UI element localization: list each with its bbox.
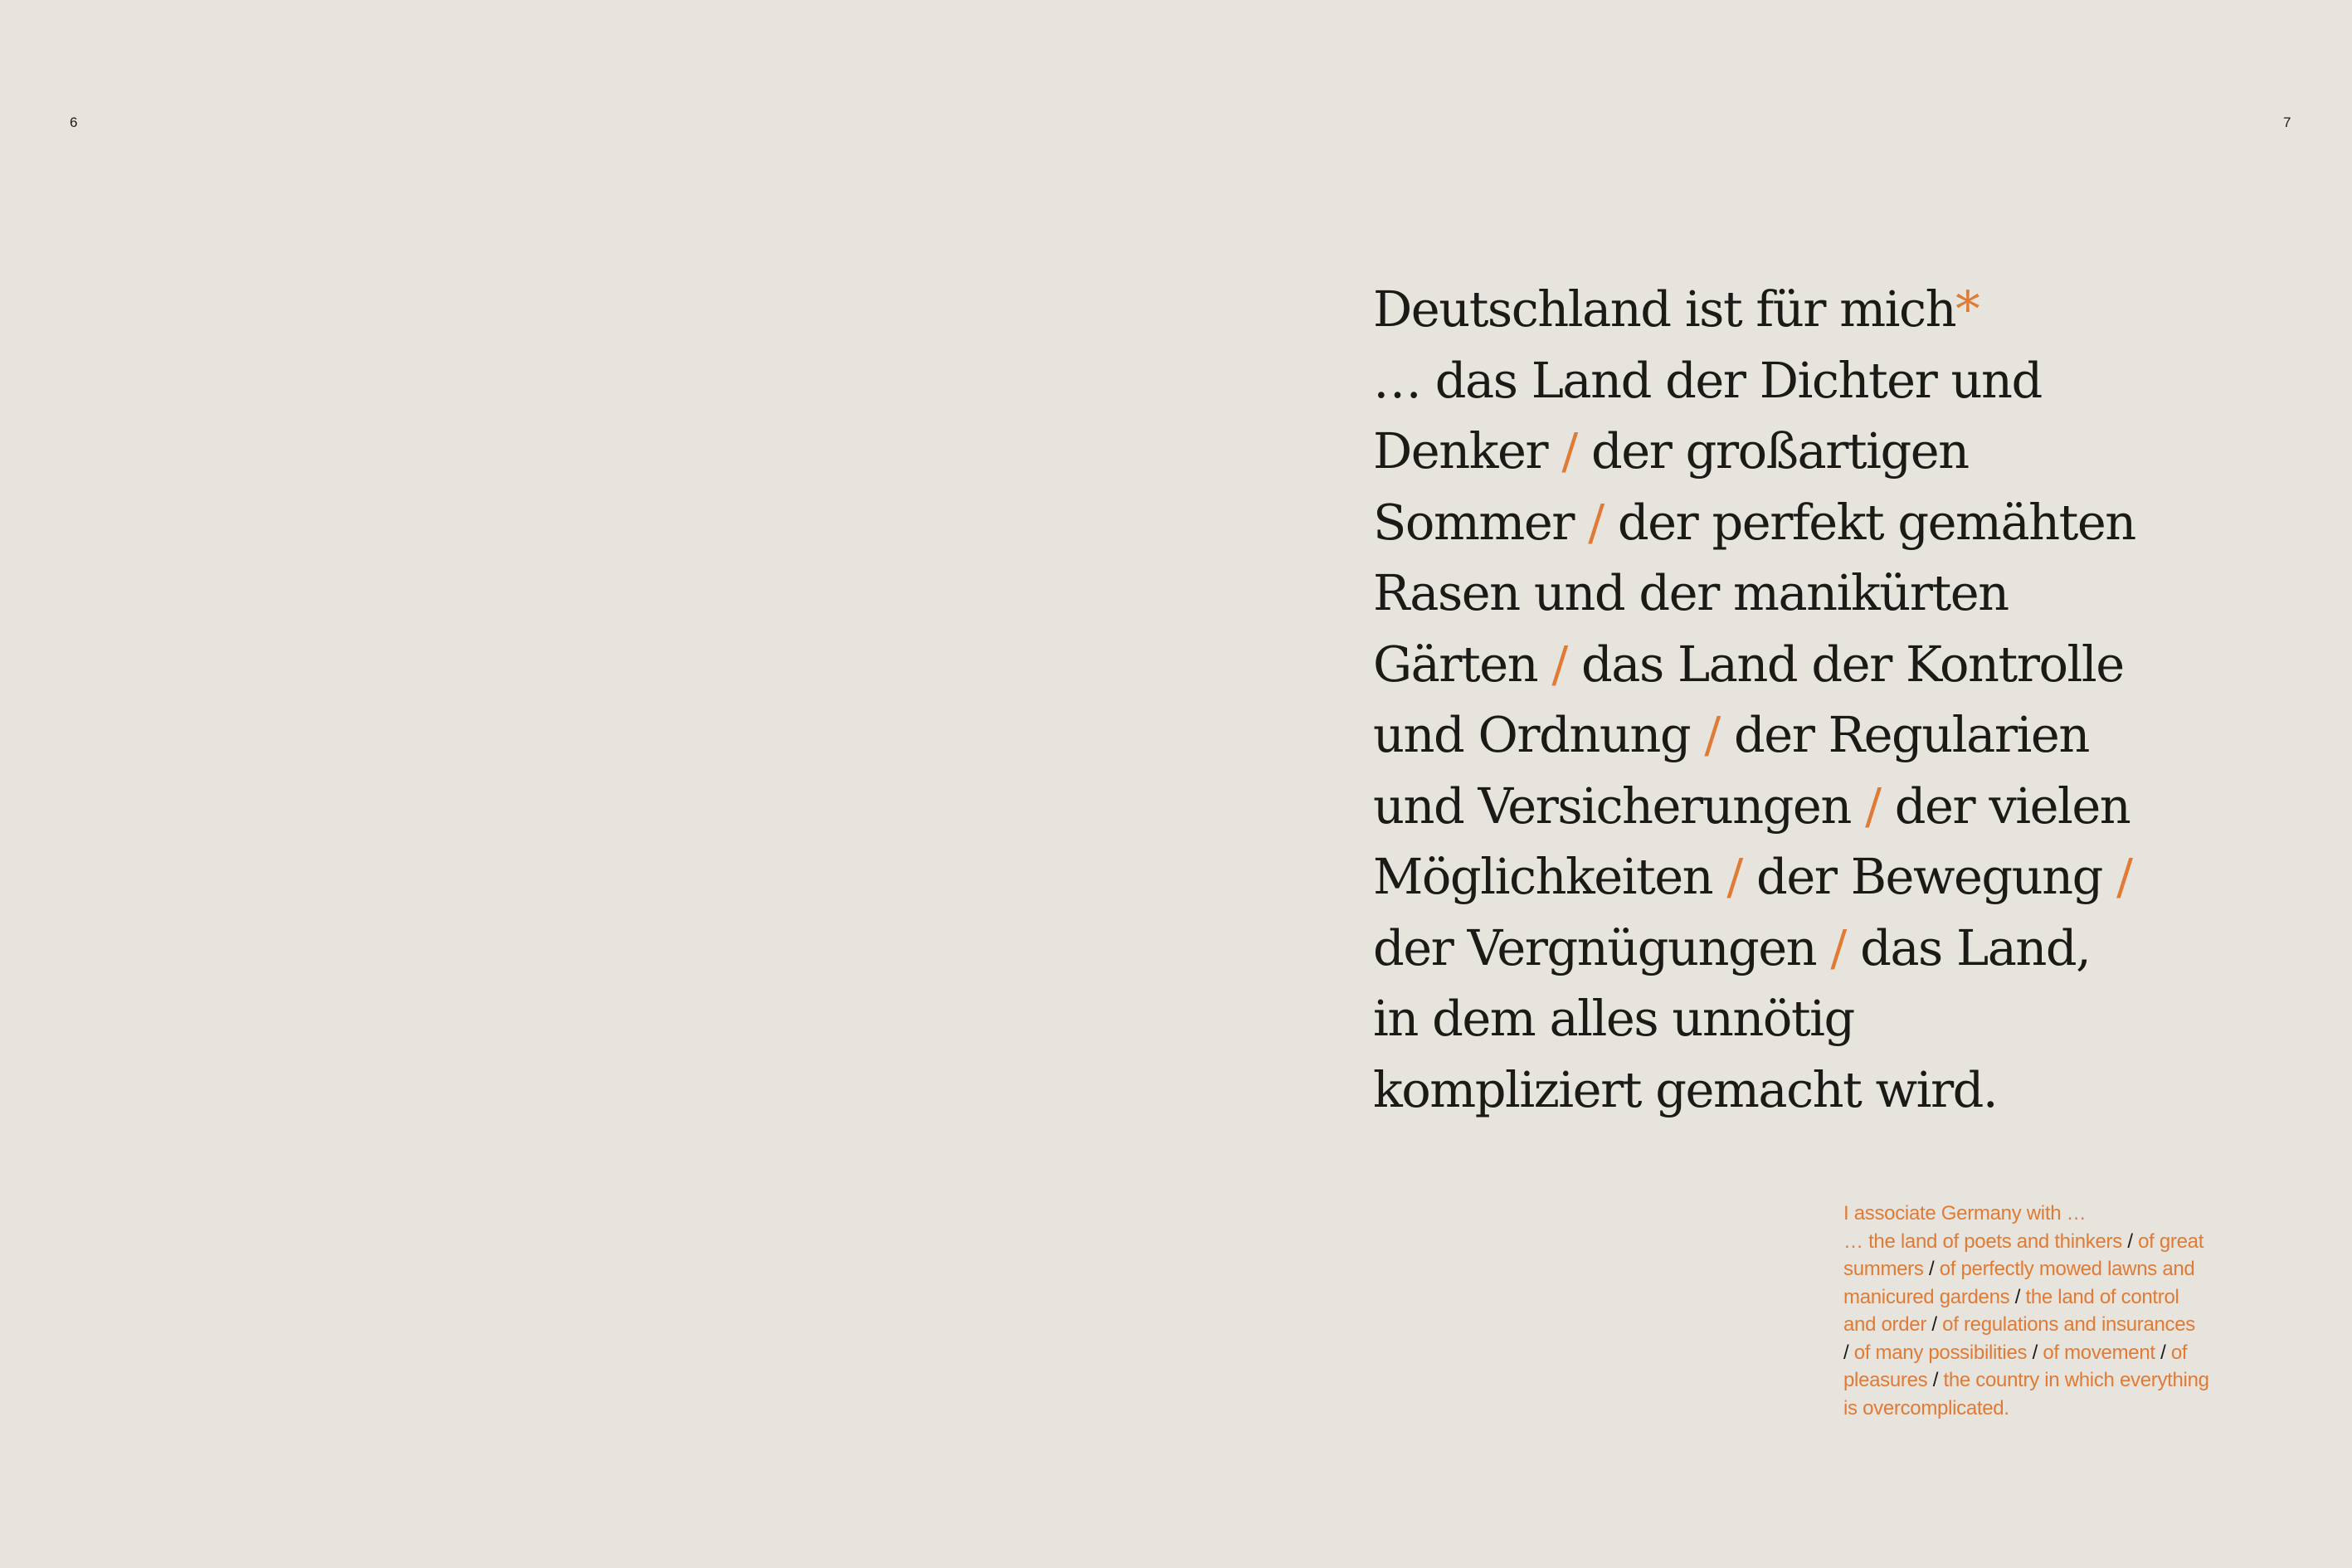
translation-block — [1843, 1200, 2209, 1422]
main-text-segment: Möglichkeiten — [1373, 848, 1727, 905]
slash-separator: / — [1830, 918, 1846, 976]
main-text-segment: der Vergnügungen — [1373, 918, 1831, 976]
asterisk-mark: * — [1955, 280, 1979, 338]
main-text-line — [1373, 1054, 2135, 1126]
translation-segment: I associate Germany with … — [1843, 1202, 2087, 1225]
slash-separator: / — [1726, 848, 1742, 905]
main-text-line — [1373, 629, 2135, 700]
slash-separator: / — [2014, 1285, 2021, 1308]
main-text-line — [1373, 913, 2135, 984]
translation-segment: … the land of poets and thinkers — [1843, 1230, 2128, 1253]
translation-line — [1843, 1255, 2209, 1283]
page-number-right: 7 — [2283, 114, 2291, 130]
main-text-line — [1373, 699, 2135, 771]
slash-separator: / — [2116, 848, 2132, 905]
main-text-segment: der Regularien — [1719, 706, 2089, 763]
translation-segment: of many possibilities — [1848, 1341, 2033, 1364]
translation-segment: of perfectly mowed lawns and — [1934, 1258, 2195, 1280]
main-text-segment: Rasen und der manikürten — [1373, 564, 2009, 621]
translation-segment: the land of control — [2020, 1285, 2179, 1308]
main-text-line — [1373, 983, 2135, 1054]
slash-separator: / — [1865, 777, 1881, 835]
translation-segment: of great — [2132, 1230, 2204, 1253]
translation-segment: of movement — [2037, 1341, 2161, 1364]
main-text-line — [1373, 558, 2135, 629]
main-text-segment: Sommer — [1373, 493, 1589, 551]
translation-segment: of regulations and insurances — [1936, 1313, 2196, 1336]
translation-line — [1843, 1228, 2209, 1256]
main-text-line — [1373, 771, 2135, 842]
translation-segment: manicured gardens — [1843, 1285, 2015, 1308]
main-text-segment: der Bewegung — [1741, 848, 2117, 905]
translation-segment: is overcomplicated. — [1843, 1396, 2009, 1419]
main-text-line — [1373, 487, 2135, 558]
main-text-segment: Gärten — [1373, 635, 1552, 693]
slash-separator: / — [2032, 1341, 2038, 1364]
slash-separator: / — [1561, 422, 1577, 480]
main-text-segment: kompliziert gemacht wird. — [1373, 1060, 1998, 1118]
main-text-segment: der perfekt gemähten — [1603, 493, 2135, 551]
main-text-segment: in dem alles unnötig — [1373, 990, 1854, 1047]
translation-segment: pleasures — [1843, 1369, 1933, 1391]
main-text-line — [1373, 345, 2135, 416]
main-text-segment: Denker — [1373, 422, 1562, 480]
slash-separator: / — [1931, 1313, 1937, 1336]
main-text-line — [1373, 274, 2135, 345]
main-text-segment: und Versicherungen — [1373, 777, 1866, 835]
main-text-block — [1373, 274, 2135, 1125]
page-number-left: 6 — [70, 114, 78, 130]
main-text-segment: das Land, — [1845, 918, 2091, 976]
translation-line — [1843, 1339, 2209, 1367]
slash-separator: / — [1704, 706, 1720, 763]
slash-separator: / — [2127, 1230, 2133, 1253]
main-text-line — [1373, 841, 2135, 913]
slash-separator: / — [1551, 635, 1567, 693]
slash-separator: / — [2160, 1341, 2166, 1364]
translation-line — [1843, 1311, 2209, 1339]
main-text-segment: das Land der Kontrolle — [1566, 635, 2124, 693]
main-text-segment: und Ordnung — [1373, 706, 1705, 763]
slash-separator: / — [1843, 1341, 1849, 1364]
slash-separator: / — [1932, 1369, 1939, 1391]
main-text-segment: … das Land der Dichter und — [1373, 351, 2042, 409]
translation-line — [1843, 1283, 2209, 1312]
translation-segment: the country in which everything — [1938, 1369, 2209, 1391]
main-text-line — [1373, 416, 2135, 487]
translation-line — [1843, 1200, 2209, 1228]
translation-line — [1843, 1366, 2209, 1395]
translation-segment: summers — [1843, 1258, 1929, 1280]
slash-separator: / — [1588, 493, 1604, 551]
translation-line — [1843, 1395, 2209, 1423]
main-text-segment: der vielen — [1880, 777, 2130, 835]
translation-segment: and order — [1843, 1313, 1932, 1336]
main-text-segment: Deutschland ist für mich — [1373, 280, 1956, 338]
main-text-segment: der großartigen — [1576, 422, 1969, 480]
slash-separator: / — [1928, 1258, 1935, 1280]
translation-segment: of — [2165, 1341, 2188, 1364]
